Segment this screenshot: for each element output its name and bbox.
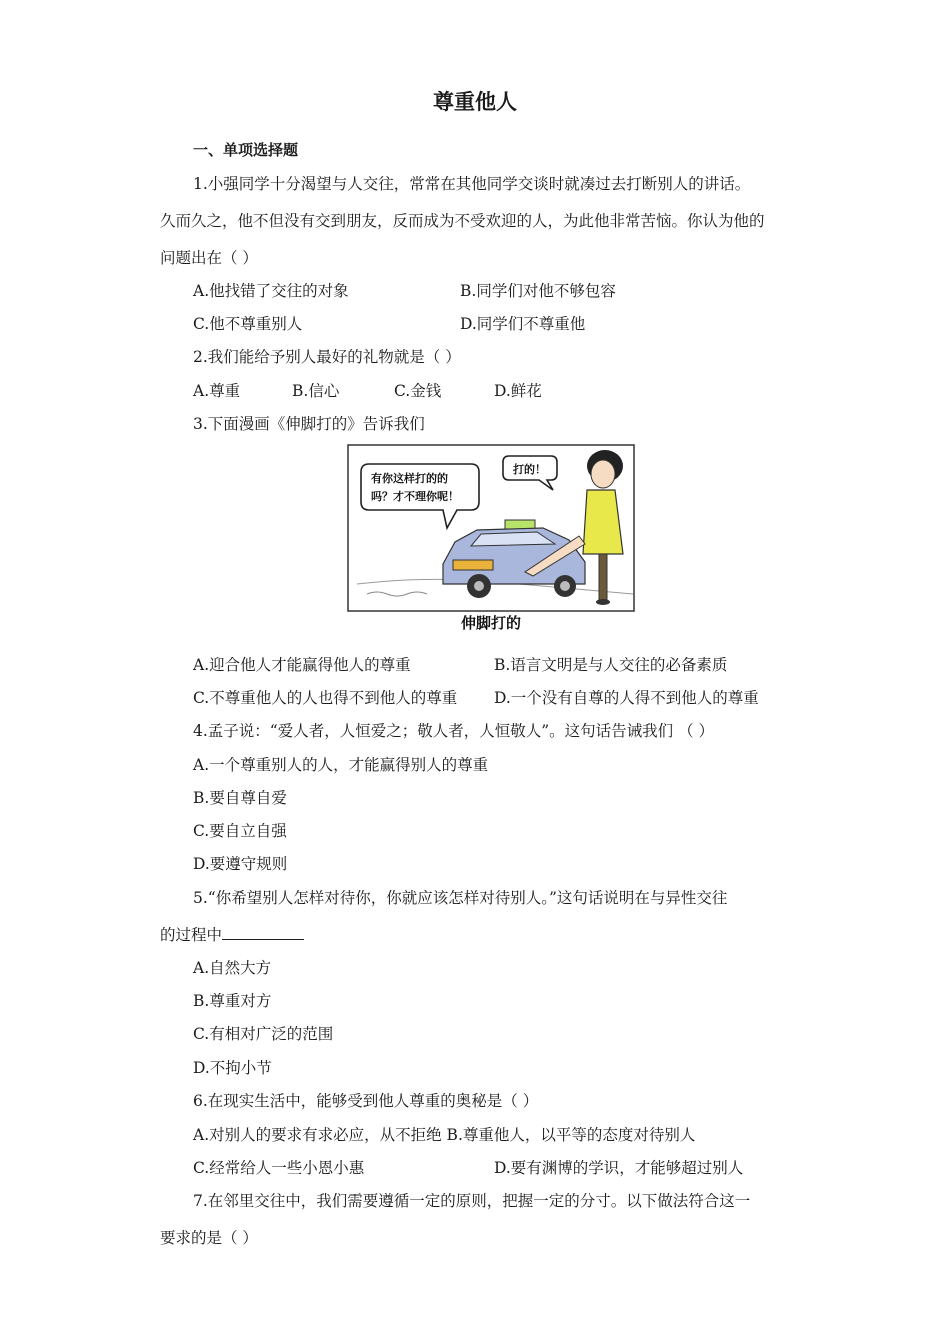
question-2-option-a: A.尊重	[193, 382, 241, 400]
question-1-option-c: C.他不尊重别人	[193, 315, 303, 333]
answer-blank	[222, 925, 304, 940]
question-3-option-b: B.语言文明是与人交往的必备素质	[494, 656, 728, 674]
page-title: 尊重他人	[433, 90, 517, 114]
svg-text:打的！: 打的！	[513, 463, 546, 476]
question-6-option-d: D.要有渊博的学识，才能够超过别人	[494, 1159, 744, 1177]
cartoon-image	[347, 444, 635, 634]
svg-text:吗？才不理你呢！: 吗？才不理你呢！	[371, 490, 459, 503]
question-4-option-d: D.要遵守规则	[193, 855, 288, 873]
question-1-line-1: 1.小强同学十分渴望与人交往，常常在其他同学交谈时就凑过去打断别人的讲话。	[193, 175, 751, 193]
question-2-option-c: C.金钱	[394, 382, 442, 400]
question-6-stem: 6.在现实生活中，能够受到他人尊重的奥秘是（ ）	[193, 1092, 539, 1110]
question-2-stem: 2.我们能给予别人最好的礼物就是（ ）	[193, 348, 461, 366]
question-3-option-a: A.迎合他人才能赢得他人的尊重	[193, 656, 411, 674]
question-6-options-ab: A.对别人的要求有求必应，从不拒绝 B.尊重他人，以平等的态度对待别人	[193, 1126, 696, 1144]
question-1-line-3: 问题出在（ ）	[160, 249, 258, 267]
question-6-option-c: C.经常给人一些小恩小惠	[193, 1159, 365, 1177]
question-5-option-b: B.尊重对方	[193, 992, 272, 1010]
question-3-option-c: C.不尊重他人的人也得不到他人的尊重	[193, 689, 458, 707]
question-7-line-2: 要求的是（ ）	[160, 1229, 258, 1247]
question-4-stem: 4.孟子说：“爱人者，人恒爱之；敬人者，人恒敬人”。这句话告诫我们 （ ）	[193, 722, 714, 740]
question-4-option-c: C.要自立自强	[193, 822, 287, 840]
question-5-line-2: 的过程中	[160, 925, 304, 945]
svg-text:有你这样打的的: 有你这样打的的	[371, 472, 448, 485]
cartoon-caption: 伸脚打的	[460, 614, 522, 632]
question-1-option-d: D.同学们不尊重他	[460, 315, 586, 333]
question-2-option-d: D.鲜花	[494, 382, 542, 400]
section-heading: 一、单项选择题	[193, 141, 299, 159]
question-3-stem: 3.下面漫画《伸脚打的》告诉我们	[193, 415, 425, 433]
question-4-option-a: A.一个尊重别人的人，才能赢得别人的尊重	[193, 756, 489, 774]
question-3-option-d: D.一个没有自尊的人得不到他人的尊重	[494, 689, 759, 707]
question-1-option-a: A.他找错了交往的对象	[193, 282, 349, 300]
question-1-option-b: B.同学们对他不够包容	[460, 282, 616, 300]
question-5-option-a: A.自然大方	[193, 959, 272, 977]
question-5-line-1: 5.“你希望别人怎样对待你，你就应该怎样对待别人。”这句话说明在与异性交往	[193, 889, 728, 907]
question-5-option-c: C.有相对广泛的范围	[193, 1025, 334, 1043]
question-4-option-b: B.要自尊自爱	[193, 789, 287, 807]
question-7-line-1: 7.在邻里交往中，我们需要遵循一定的原则，把握一定的分寸。以下做法符合这一	[193, 1192, 751, 1210]
question-2-option-b: B.信心	[292, 382, 340, 400]
question-1-line-2: 久而久之，他不但没有交到朋友，反而成为不受欢迎的人，为此他非常苦恼。你认为他的	[160, 212, 765, 230]
question-5-option-d: D.不拘小节	[193, 1059, 272, 1077]
